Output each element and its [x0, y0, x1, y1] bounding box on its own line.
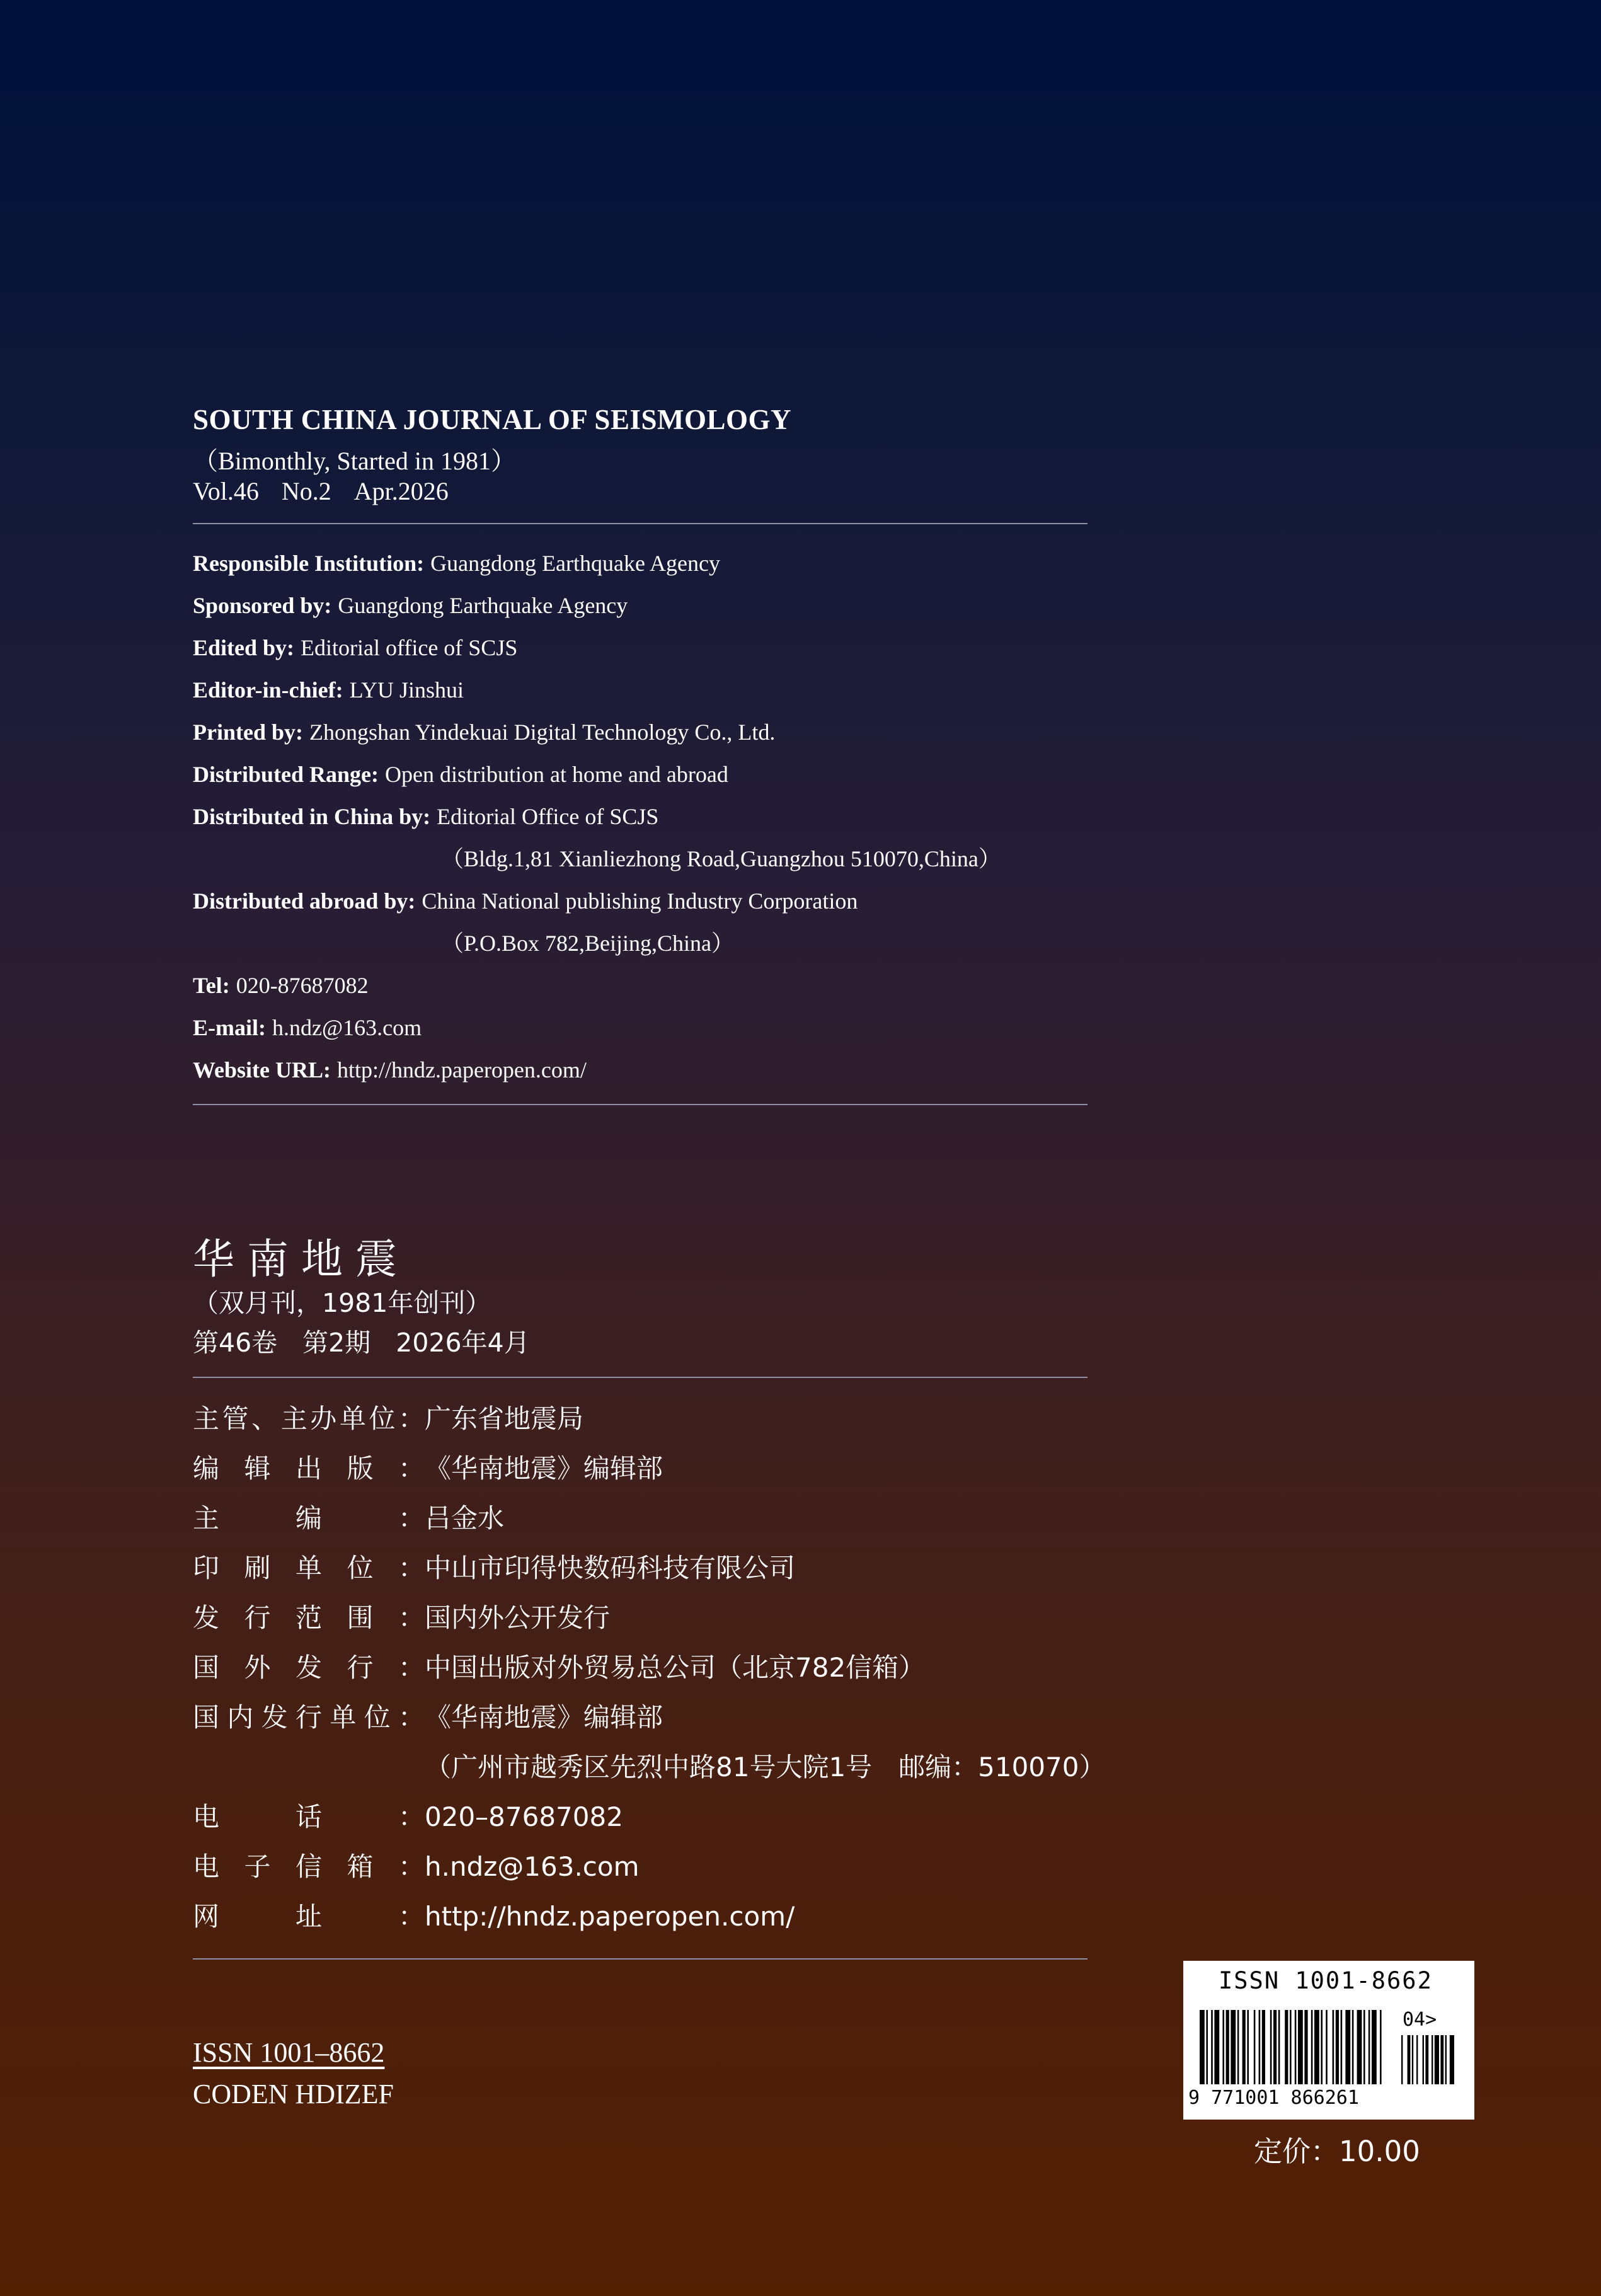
barcode-bar	[1254, 2010, 1256, 2084]
chinese-label-char: 管	[222, 1403, 249, 1434]
chinese-info-row	[193, 1798, 1201, 1848]
chinese-label-char: 位	[369, 1403, 396, 1434]
english-info-row	[193, 758, 1138, 800]
english-info-value: Guangdong Earthquake Agency	[338, 593, 628, 618]
chinese-label-colon: ：	[398, 1851, 425, 1882]
english-info-value: LYU Jinshui	[349, 677, 464, 703]
barcode-addon-bar	[1408, 2035, 1411, 2084]
english-info-value: （P.O.Box 782,Beijing,China）	[441, 931, 735, 956]
coden-code: CODEN HDIZEF	[193, 2079, 394, 2109]
chinese-info-row	[193, 1549, 1201, 1599]
chinese-info-label	[193, 1848, 425, 1898]
chinese-label-char: 位	[347, 1553, 374, 1583]
chinese-info-row	[193, 1748, 1201, 1798]
chinese-label-colon: ：	[398, 1901, 425, 1932]
english-info-row	[193, 842, 1138, 885]
chinese-info-row	[193, 1848, 1201, 1898]
english-info-row	[193, 927, 1138, 969]
chinese-label-colon: ：	[398, 1801, 425, 1832]
barcode-bar	[1278, 2010, 1280, 2084]
english-info-value: Zhongshan Yindekuai Digital Technology Co., Ltd.	[309, 720, 776, 745]
english-info-row	[193, 547, 1138, 589]
chinese-date: 2026年4月	[396, 1328, 530, 1358]
english-date: Apr.2026	[353, 477, 449, 505]
barcode-bar	[1273, 2010, 1277, 2084]
barcode-bar	[1298, 2010, 1303, 2084]
english-info-label: Distributed abroad by:	[193, 888, 416, 914]
chinese-label-char: 子	[244, 1851, 271, 1882]
english-info-label: Editor-in-chief:	[193, 677, 343, 703]
chinese-info-value: h.ndz@163.com	[425, 1851, 640, 1882]
english-info-label: Website URL:	[193, 1057, 331, 1082]
barcode-addon-bar	[1401, 2035, 1403, 2084]
barcode-addon-bar	[1440, 2035, 1443, 2084]
chinese-number: 第2期	[302, 1328, 371, 1358]
english-info-row	[193, 969, 1138, 1011]
chinese-label-char: 主	[193, 1503, 220, 1534]
chinese-label-char: 主	[280, 1403, 307, 1434]
barcode-bar	[1321, 2010, 1323, 2084]
barcode-bar	[1345, 2010, 1350, 2084]
barcode-bar	[1369, 2010, 1370, 2084]
chinese-info-label	[193, 1400, 425, 1450]
chinese-info-label	[193, 1549, 425, 1599]
english-info-value: h.ndz@163.com	[272, 1015, 422, 1040]
price: 定价：10.00	[1254, 2135, 1420, 2168]
chinese-label-char: 单	[339, 1403, 366, 1434]
chinese-label-char: 电	[193, 1851, 220, 1882]
chinese-label-char: 单	[330, 1702, 357, 1733]
barcode-addon-bar	[1445, 2035, 1447, 2084]
barcode-label	[1183, 1961, 1474, 2120]
chinese-info-row	[193, 1500, 1201, 1549]
chinese-label-colon: ：	[398, 1553, 425, 1583]
english-info-row	[193, 631, 1138, 674]
chinese-label-char: 内	[227, 1702, 254, 1733]
chinese-info-label	[193, 1599, 425, 1649]
english-info-value: China National publishing Industry Corporation	[422, 888, 858, 914]
chinese-info-label	[193, 1450, 425, 1500]
chinese-info-row	[193, 1599, 1201, 1649]
chinese-label-char: 信	[295, 1851, 322, 1882]
chinese-info-value: （广州市越秀区先烈中路81号大院1号 邮编：510070）	[425, 1752, 1106, 1782]
chinese-label-char: 范	[295, 1602, 322, 1633]
barcode-bar	[1295, 2010, 1297, 2084]
chinese-info-value: 吕金水	[425, 1503, 505, 1534]
barcode-bar	[1380, 2010, 1382, 2084]
chinese-label-char: 址	[295, 1901, 322, 1932]
english-info-value: （Bldg.1,81 Xianliezhong Road,Guangzhou 510070,China）	[441, 846, 1001, 871]
barcode-bar	[1290, 2010, 1292, 2084]
chinese-info-value: http://hndz.paperopen.com/	[425, 1901, 795, 1932]
chinese-label-char: 单	[295, 1553, 322, 1583]
chinese-info-value: 020–87687082	[425, 1801, 623, 1832]
chinese-label-char: 发	[295, 1652, 322, 1683]
english-info-row	[193, 716, 1138, 758]
chinese-label-char: 国	[193, 1702, 220, 1733]
barcode-addon-bar	[1423, 2035, 1424, 2084]
barcode-bar	[1259, 2010, 1261, 2084]
divider	[193, 523, 1087, 524]
chinese-publication-info	[193, 1400, 1201, 1948]
barcode-bar	[1333, 2010, 1334, 2084]
barcode-addon-bar	[1450, 2035, 1454, 2084]
barcode-bar	[1214, 2010, 1219, 2084]
chinese-label-char: 版	[347, 1453, 374, 1484]
barcode-bar	[1326, 2010, 1328, 2084]
english-info-value: Editorial office of SCJS	[301, 635, 518, 660]
english-info-label: Tel:	[193, 973, 230, 998]
chinese-label-char: 编	[193, 1453, 220, 1484]
chinese-label-char: 话	[295, 1801, 322, 1832]
english-volume: Vol.46	[193, 477, 259, 505]
chinese-label-char: 箱	[347, 1851, 374, 1882]
chinese-label-colon: ：	[398, 1403, 425, 1434]
divider	[193, 1377, 1087, 1378]
chinese-info-value: 国内外公开发行	[425, 1602, 611, 1633]
chinese-info-label	[193, 1649, 425, 1699]
barcode-bar	[1222, 2010, 1224, 2084]
chinese-info-row	[193, 1649, 1201, 1699]
chinese-label-char: 主	[193, 1403, 220, 1434]
chinese-journal-title: 华南地震	[193, 1235, 410, 1283]
barcode-bar	[1206, 2010, 1208, 2084]
english-info-row	[193, 674, 1138, 716]
english-info-label: Distributed Range:	[193, 762, 379, 787]
chinese-label-char: 行	[244, 1602, 271, 1633]
chinese-label-char: 编	[295, 1503, 322, 1534]
english-info-label: Sponsored by:	[193, 593, 332, 618]
english-info-value: 020-87687082	[236, 973, 369, 998]
chinese-label-char: 行	[295, 1702, 322, 1733]
barcode-issn-text: ISSN 1001-8662	[1219, 1967, 1433, 1994]
english-info-row	[193, 1011, 1138, 1053]
chinese-label-char: 办	[310, 1403, 337, 1434]
chinese-label-colon: ：	[398, 1453, 425, 1484]
barcode-bar	[1311, 2010, 1313, 2084]
english-info-value: Guangdong Earthquake Agency	[430, 551, 720, 576]
chinese-info-row	[193, 1450, 1201, 1500]
barcode-digits: 9 771001 866261	[1188, 2087, 1359, 2109]
chinese-label-char: 网	[193, 1901, 220, 1932]
barcode-addon-bar	[1432, 2035, 1433, 2084]
barcode-bar	[1372, 2010, 1377, 2084]
english-info-label: Edited by:	[193, 635, 295, 660]
barcode-bar	[1247, 2010, 1249, 2084]
chinese-info-value: 中国出版对外贸易总公司（北京782信箱）	[425, 1652, 926, 1683]
chinese-journal-subtitle: （双月刊，1981年创刊）	[193, 1288, 491, 1318]
chinese-info-label	[193, 1699, 425, 1748]
barcode-bar	[1262, 2010, 1265, 2084]
chinese-label-char: 电	[193, 1801, 220, 1832]
english-info-label: Responsible Institution:	[193, 551, 425, 576]
chinese-label-char: 外	[244, 1652, 271, 1683]
chinese-volume: 第46卷	[193, 1328, 278, 1358]
barcode-bar	[1336, 2010, 1339, 2084]
chinese-info-value: 广东省地震局	[425, 1403, 584, 1434]
chinese-label-char: 辑	[244, 1453, 271, 1484]
chinese-label-char: 行	[347, 1652, 374, 1683]
english-info-row	[193, 885, 1138, 927]
english-publication-info	[193, 547, 1138, 1096]
barcode-bar	[1226, 2010, 1229, 2084]
barcode-bar	[1211, 2010, 1213, 2084]
chinese-label-char: 围	[347, 1602, 374, 1633]
barcode-bar	[1357, 2010, 1362, 2084]
barcode-addon-bar	[1425, 2035, 1428, 2084]
barcode-bar	[1341, 2010, 1343, 2084]
barcode-addon-digits: 04>	[1403, 2009, 1437, 2031]
chinese-label-char: 发	[261, 1702, 288, 1733]
issn-number: ISSN 1001–8662	[193, 2037, 385, 2068]
chinese-label-char: 、	[251, 1403, 278, 1434]
chinese-label-char: 国	[193, 1652, 220, 1683]
divider	[193, 1958, 1087, 1960]
chinese-info-row	[193, 1400, 1201, 1450]
barcode-bar	[1242, 2010, 1246, 2084]
english-info-value: Open distribution at home and abroad	[385, 762, 728, 787]
chinese-label-colon: ：	[398, 1702, 425, 1733]
english-number: No.2	[281, 477, 331, 505]
chinese-info-row	[193, 1898, 1201, 1948]
english-journal-title: SOUTH CHINA JOURNAL OF SEISMOLOGY	[193, 404, 791, 435]
english-info-row	[193, 1053, 1138, 1096]
chinese-label-colon: ：	[398, 1602, 425, 1633]
chinese-label-colon: ：	[398, 1503, 425, 1534]
english-issue-line	[193, 476, 449, 506]
chinese-info-label	[193, 1898, 425, 1948]
barcode-bar	[1200, 2010, 1205, 2084]
barcode-bar	[1363, 2010, 1365, 2084]
chinese-label-char: 印	[193, 1553, 220, 1583]
barcode-bar	[1237, 2010, 1239, 2084]
english-info-value: Editorial Office of SCJS	[437, 804, 659, 829]
english-info-value: http://hndz.paperopen.com/	[337, 1057, 587, 1082]
chinese-label-char: 出	[295, 1453, 322, 1484]
chinese-issue-line	[193, 1322, 530, 1359]
english-info-row	[193, 589, 1138, 631]
barcode-bar	[1270, 2010, 1272, 2084]
barcode-bar	[1352, 2010, 1354, 2084]
chinese-info-value: 《华南地震》编辑部	[425, 1702, 663, 1733]
chinese-label-char: 刷	[244, 1553, 271, 1583]
chinese-info-row	[193, 1699, 1201, 1748]
barcode-bar	[1231, 2010, 1236, 2084]
barcode-addon-bar	[1416, 2035, 1418, 2084]
chinese-label-char: 发	[193, 1602, 220, 1633]
barcode-addon-bar	[1435, 2035, 1439, 2084]
divider	[193, 1104, 1087, 1105]
chinese-label-char: 位	[364, 1702, 391, 1733]
barcode-bar	[1304, 2010, 1307, 2084]
chinese-info-value: 中山市印得快数码科技有限公司	[425, 1553, 796, 1583]
chinese-label-colon: ：	[398, 1652, 425, 1683]
english-info-label: Distributed in China by:	[193, 804, 431, 829]
english-journal-subtitle: （Bimonthly, Started in 1981）	[193, 447, 516, 475]
english-info-row	[193, 800, 1138, 842]
chinese-info-value: 《华南地震》编辑部	[425, 1453, 663, 1484]
chinese-info-label	[193, 1798, 425, 1848]
barcode-bar	[1285, 2010, 1288, 2084]
english-info-label: E-mail:	[193, 1015, 266, 1040]
english-info-label: Printed by:	[193, 720, 303, 745]
barcode-addon-bar	[1412, 2035, 1413, 2084]
chinese-info-label	[193, 1500, 425, 1549]
barcode-bar	[1314, 2010, 1319, 2084]
